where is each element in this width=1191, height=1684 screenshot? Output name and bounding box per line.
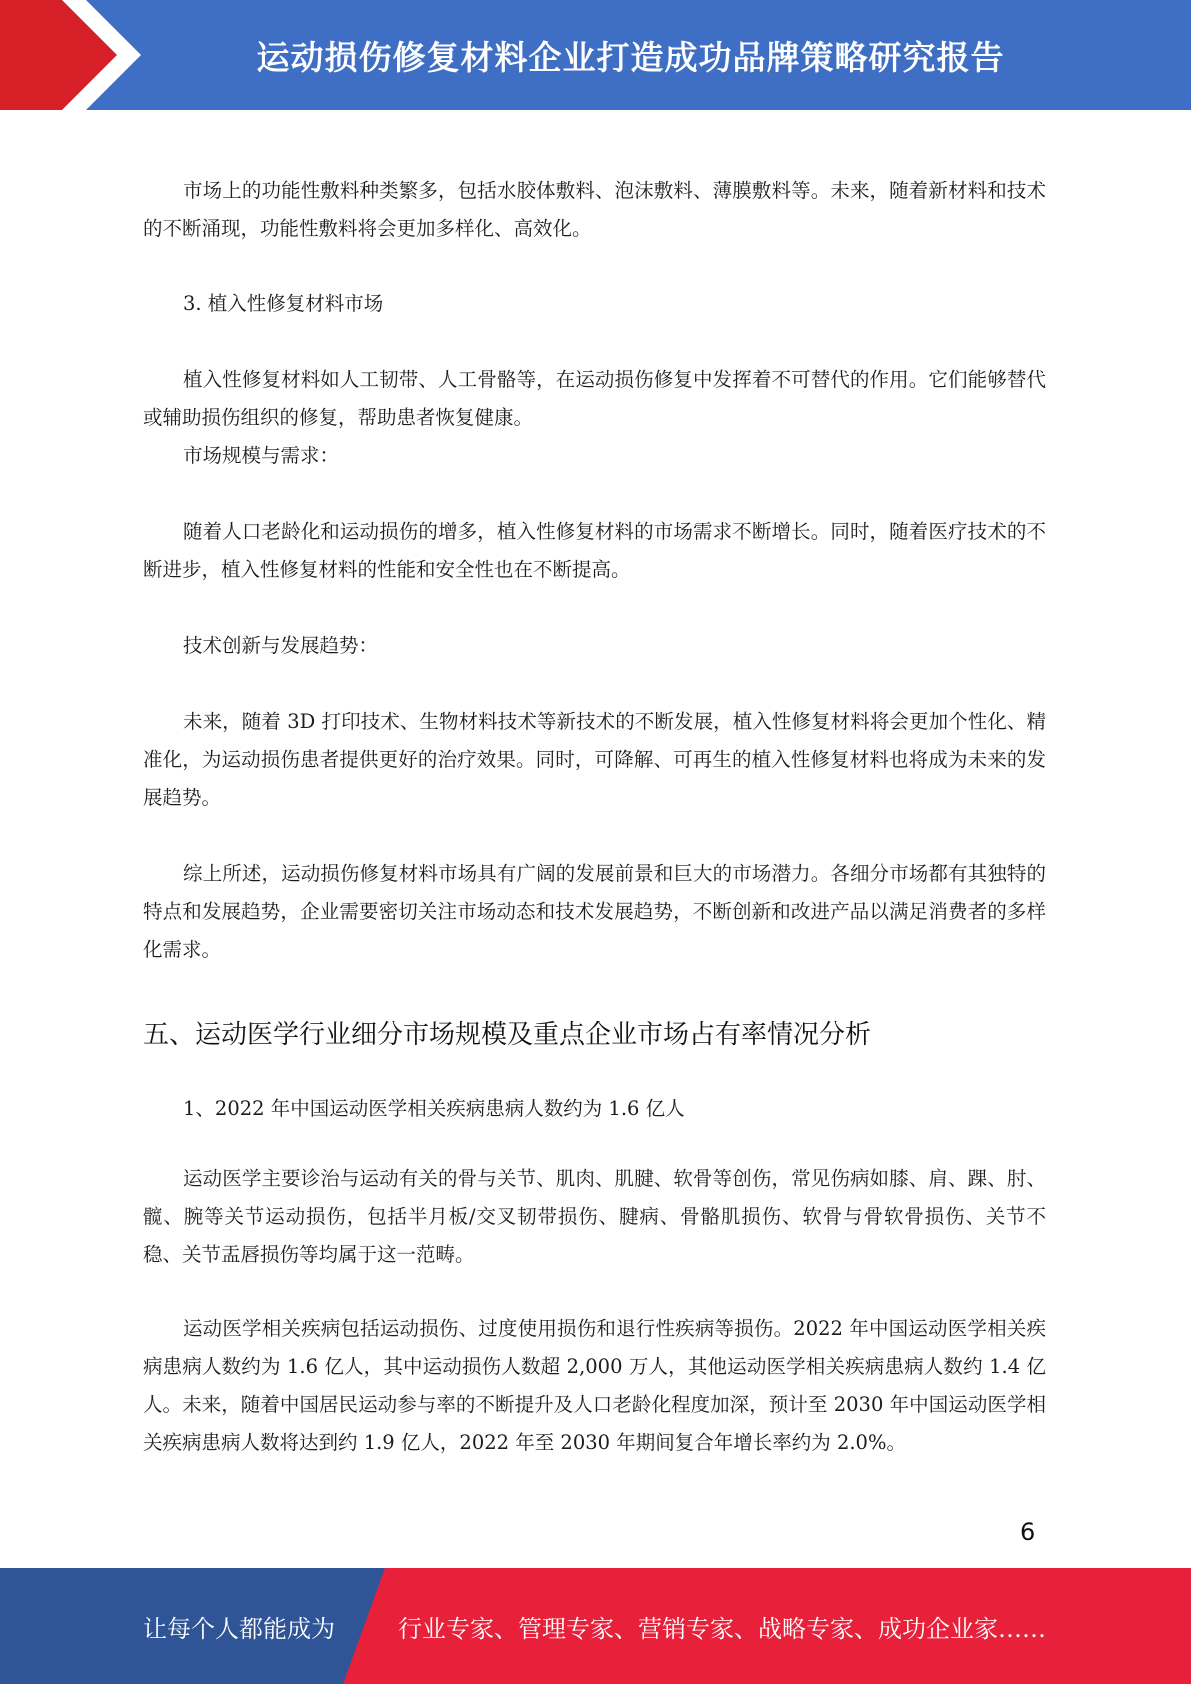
- page-footer: [0, 1568, 1191, 1684]
- header-chevron-icon: [0, 0, 150, 110]
- footer-slogan-left: 让每个人都能成为: [143, 1614, 335, 1643]
- paragraph-market-demand: 随着人口老龄化和运动损伤的增多，植入性修复材料的市场需求不断增长。同时，随着医疗技术的不断进步，植入性修复材料的性能和安全性也在不断提高。: [143, 520, 1046, 581]
- page-header: [0, 0, 1191, 110]
- paragraph-summary: 综上所述，运动损伤修复材料市场具有广阔的发展前景和巨大的市场潜力。各细分市场都有其独特的特点和发展趋势，企业需要密切关注市场动态和技术发展趋势，不断创新和改进产品以满足消费者的多样化需求。: [143, 862, 1046, 961]
- paragraph-sports-medicine-statistics: 运动医学相关疾病包括运动损伤、过度使用损伤和退行性疾病等损伤。2022 年中国运动医学相关疾病患病人数约为 1.6 亿人，其中运动损伤人数超 2,000 万人，其他运动医学相关疾病患病人数约 1.4 亿人。未来，随着中国居民运动参与率的不断提升及人口老龄化程度加深，预计至 2030 年中国运动医学相关疾病患病人数将达到约 1.9 亿人，2022 年至 2030 年期间复合年增长率约为 2.0%。: [143, 1317, 1046, 1454]
- footer-slogan-right: 行业专家、管理专家、营销专家、战略专家、成功企业家……: [398, 1614, 1046, 1643]
- section-heading: 五、运动医学行业细分市场规模及重点企业市场占有率情况分析: [143, 1020, 872, 1050]
- paragraph-functional-dressings: 市场上的功能性敷料种类繁多，包括水胶体敷料、泡沫敷料、薄膜敷料等。未来，随着新材料和技术的不断涌现，功能性敷料将会更加多样化、高效化。: [143, 179, 1046, 240]
- label-market-size-demand: 市场规模与需求：: [183, 444, 340, 467]
- header-title: 运动损伤修复材料企业打造成功品牌策略研究报告: [256, 37, 1005, 77]
- page-number: 6: [1020, 1518, 1036, 1546]
- subheading-patient-count: 1、2022 年中国运动医学相关疾病患病人数约为 1.6 亿人: [183, 1097, 685, 1120]
- subheading-implant-materials-market: 3. 植入性修复材料市场: [183, 292, 384, 315]
- paragraph-implant-materials: 植入性修复材料如人工韧带、人工骨骼等，在运动损伤修复中发挥着不可替代的作用。它们能够替代或辅助损伤组织的修复，帮助患者恢复健康。: [143, 368, 1046, 429]
- paragraph-tech-trends: 未来，随着 3D 打印技术、生物材料技术等新技术的不断发展，植入性修复材料将会更加个性化、精准化，为运动损伤患者提供更好的治疗效果。同时，可降解、可再生的植入性修复材料也将成为未来的发展趋势。: [143, 710, 1046, 809]
- label-tech-innovation: 技术创新与发展趋势：: [183, 634, 379, 657]
- paragraph-sports-medicine-scope: 运动医学主要诊治与运动有关的骨与关节、肌肉、肌腱、软骨等创伤，常见伤病如膝、肩、踝、肘、髋、腕等关节运动损伤，包括半月板/交叉韧带损伤、腱病、骨骼肌损伤、软骨与骨软骨损伤、关节不稳、关节盂唇损伤等均属于这一范畴。: [143, 1167, 1046, 1266]
